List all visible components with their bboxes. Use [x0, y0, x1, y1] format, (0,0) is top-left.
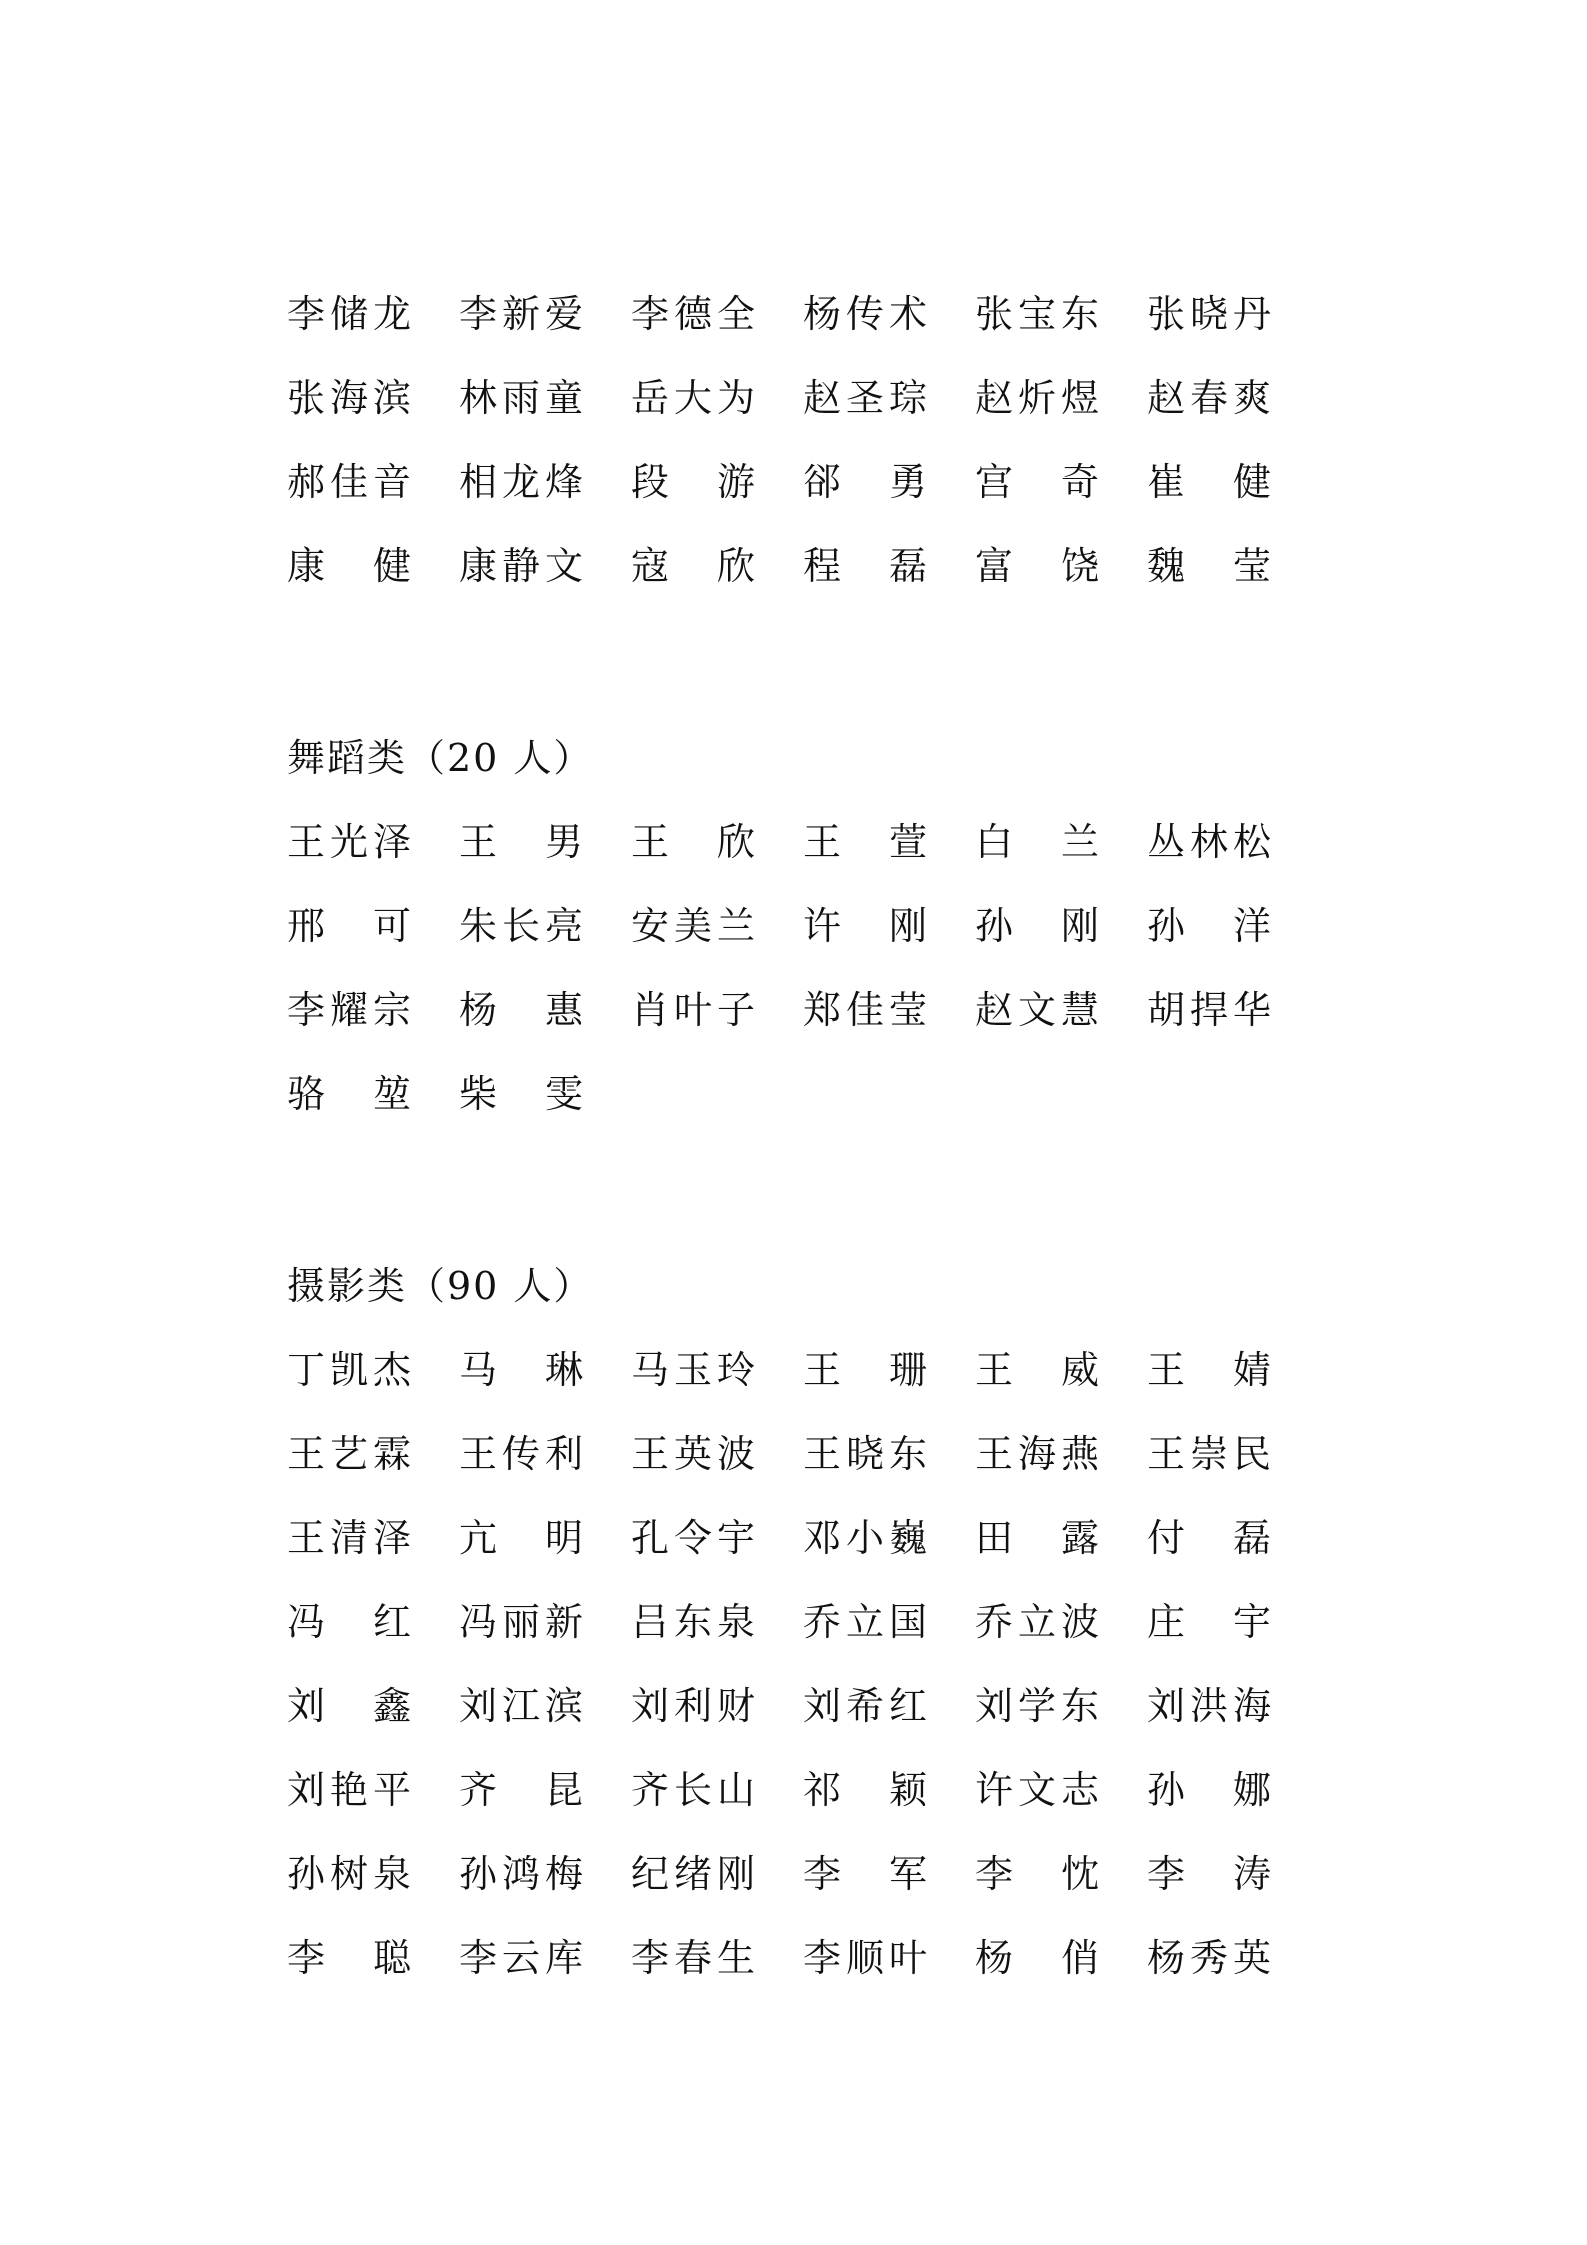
- person-name: 杨 秀 英: [1147, 1936, 1272, 1980]
- person-name: 孙 鸿 梅: [459, 1852, 584, 1896]
- person-name: 孙 娜: [1147, 1768, 1272, 1812]
- person-name: 吕 东 泉: [631, 1600, 756, 1644]
- person-name: 相 龙 烽: [459, 460, 584, 504]
- person-name: 王 欣: [631, 820, 756, 864]
- person-name: 柴 雯: [459, 1072, 584, 1116]
- name-row: [287, 356, 1287, 440]
- person-name: 李 新 爱: [459, 292, 584, 336]
- person-name: 刘 洪 海: [1147, 1684, 1272, 1728]
- name-row: [287, 884, 1287, 968]
- person-name: 肖 叶 子: [631, 988, 756, 1032]
- person-name: 王 威: [975, 1348, 1100, 1392]
- person-name: 岳 大 为: [631, 376, 756, 420]
- name-row: [287, 524, 1287, 608]
- person-name: 祁 颖: [803, 1768, 928, 1812]
- person-name: 骆 堃: [287, 1072, 412, 1116]
- name-section: [287, 1244, 1287, 2000]
- person-name: 王 萱: [803, 820, 928, 864]
- person-name: 李 顺 叶: [803, 1936, 928, 1980]
- name-row: [287, 1916, 1287, 2000]
- person-name: 康 静 文: [459, 544, 584, 588]
- person-name: 邓 小 巍: [803, 1516, 928, 1560]
- person-name: 赵 圣 琮: [803, 376, 928, 420]
- person-name: 马 玉 玲: [631, 1348, 756, 1392]
- person-name: 崔 健: [1147, 460, 1272, 504]
- name-row: [287, 272, 1287, 356]
- person-name: 胡 捍 华: [1147, 988, 1272, 1032]
- person-name: 孔 令 宇: [631, 1516, 756, 1560]
- name-row: [287, 1052, 1287, 1136]
- person-name: 杨 惠: [459, 988, 584, 1032]
- section-title: 摄影类（90 人）: [287, 1264, 594, 1308]
- person-name: 李 云 库: [459, 1936, 584, 1980]
- person-name: 康 健: [287, 544, 412, 588]
- person-name: 孙 洋: [1147, 904, 1272, 948]
- person-name: 孙 刚: [975, 904, 1100, 948]
- person-name: 刘 利 财: [631, 1684, 756, 1728]
- person-name: 丁 凯 杰: [287, 1348, 412, 1392]
- name-section: [287, 272, 1287, 608]
- person-name: 王 男: [459, 820, 584, 864]
- person-name: 郑 佳 莹: [803, 988, 928, 1032]
- person-name: 王 清 泽: [287, 1516, 412, 1560]
- person-name: 王 婧: [1147, 1348, 1272, 1392]
- person-name: 王 珊: [803, 1348, 928, 1392]
- person-name: 李 忱: [975, 1852, 1100, 1896]
- person-name: 刘 艳 平: [287, 1768, 412, 1812]
- person-name: 赵 春 爽: [1147, 376, 1272, 420]
- person-name: 李 耀 宗: [287, 988, 412, 1032]
- person-name: 刘 鑫: [287, 1684, 412, 1728]
- person-name: 魏 莹: [1147, 544, 1272, 588]
- person-name: 王 海 燕: [975, 1432, 1100, 1476]
- person-name: 朱 长 亮: [459, 904, 584, 948]
- person-name: 白 兰: [975, 820, 1100, 864]
- person-name: 程 磊: [803, 544, 928, 588]
- person-name: 富 饶: [975, 544, 1100, 588]
- person-name: 杨 俏: [975, 1936, 1100, 1980]
- section-title: 舞蹈类（20 人）: [287, 736, 594, 780]
- person-name: 杨 传 术: [803, 292, 928, 336]
- person-name: 孙 树 泉: [287, 1852, 412, 1896]
- person-name: 李 军: [803, 1852, 928, 1896]
- name-row: [287, 1580, 1287, 1664]
- name-section: [287, 716, 1287, 1136]
- person-name: 王 光 泽: [287, 820, 412, 864]
- person-name: 李 德 全: [631, 292, 756, 336]
- person-name: 宫 奇: [975, 460, 1100, 504]
- name-row: [287, 800, 1287, 884]
- person-name: 王 崇 民: [1147, 1432, 1272, 1476]
- person-name: 李 聪: [287, 1936, 412, 1980]
- person-name: 张 晓 丹: [1147, 292, 1272, 336]
- person-name: 王 传 利: [459, 1432, 584, 1476]
- name-row: [287, 1748, 1287, 1832]
- person-name: 王 晓 东: [803, 1432, 928, 1476]
- person-name: 段 游: [631, 460, 756, 504]
- person-name: 李 涛: [1147, 1852, 1272, 1896]
- person-name: 冯 丽 新: [459, 1600, 584, 1644]
- person-name: 刘 希 红: [803, 1684, 928, 1728]
- person-name: 乔 立 国: [803, 1600, 928, 1644]
- person-name: 郝 佳 音: [287, 460, 412, 504]
- person-name: 赵 文 慧: [975, 988, 1100, 1032]
- name-row: [287, 1412, 1287, 1496]
- person-name: 许 刚: [803, 904, 928, 948]
- person-name: 纪 绪 刚: [631, 1852, 756, 1896]
- person-name: 马 琳: [459, 1348, 584, 1392]
- person-name: 李 储 龙: [287, 292, 412, 336]
- person-name: 许 文 志: [975, 1768, 1100, 1812]
- person-name: 乔 立 波: [975, 1600, 1100, 1644]
- person-name: 齐 昆: [459, 1768, 584, 1812]
- name-row: [287, 440, 1287, 524]
- name-row: [287, 968, 1287, 1052]
- person-name: 庄 宇: [1147, 1600, 1272, 1644]
- person-name: 张 海 滨: [287, 376, 412, 420]
- person-name: 冯 红: [287, 1600, 412, 1644]
- person-name: 齐 长 山: [631, 1768, 756, 1812]
- person-name: 安 美 兰: [631, 904, 756, 948]
- person-name: 李 春 生: [631, 1936, 756, 1980]
- name-row: [287, 1328, 1287, 1412]
- person-name: 王 艺 霖: [287, 1432, 412, 1476]
- person-name: 王 英 波: [631, 1432, 756, 1476]
- person-name: 张 宝 东: [975, 292, 1100, 336]
- person-name: 田 露: [975, 1516, 1100, 1560]
- name-list-page: [287, 272, 1287, 2108]
- person-name: 亢 明: [459, 1516, 584, 1560]
- person-name: 赵 炘 煜: [975, 376, 1100, 420]
- person-name: 刘 江 滨: [459, 1684, 584, 1728]
- name-row: [287, 1664, 1287, 1748]
- person-name: 林 雨 童: [459, 376, 584, 420]
- person-name: 付 磊: [1147, 1516, 1272, 1560]
- person-name: 寇 欣: [631, 544, 756, 588]
- person-name: 刘 学 东: [975, 1684, 1100, 1728]
- person-name: 郤 勇: [803, 460, 928, 504]
- person-name: 邢 可: [287, 904, 412, 948]
- name-row: [287, 1832, 1287, 1916]
- name-row: [287, 1496, 1287, 1580]
- person-name: 丛 林 松: [1147, 820, 1272, 864]
